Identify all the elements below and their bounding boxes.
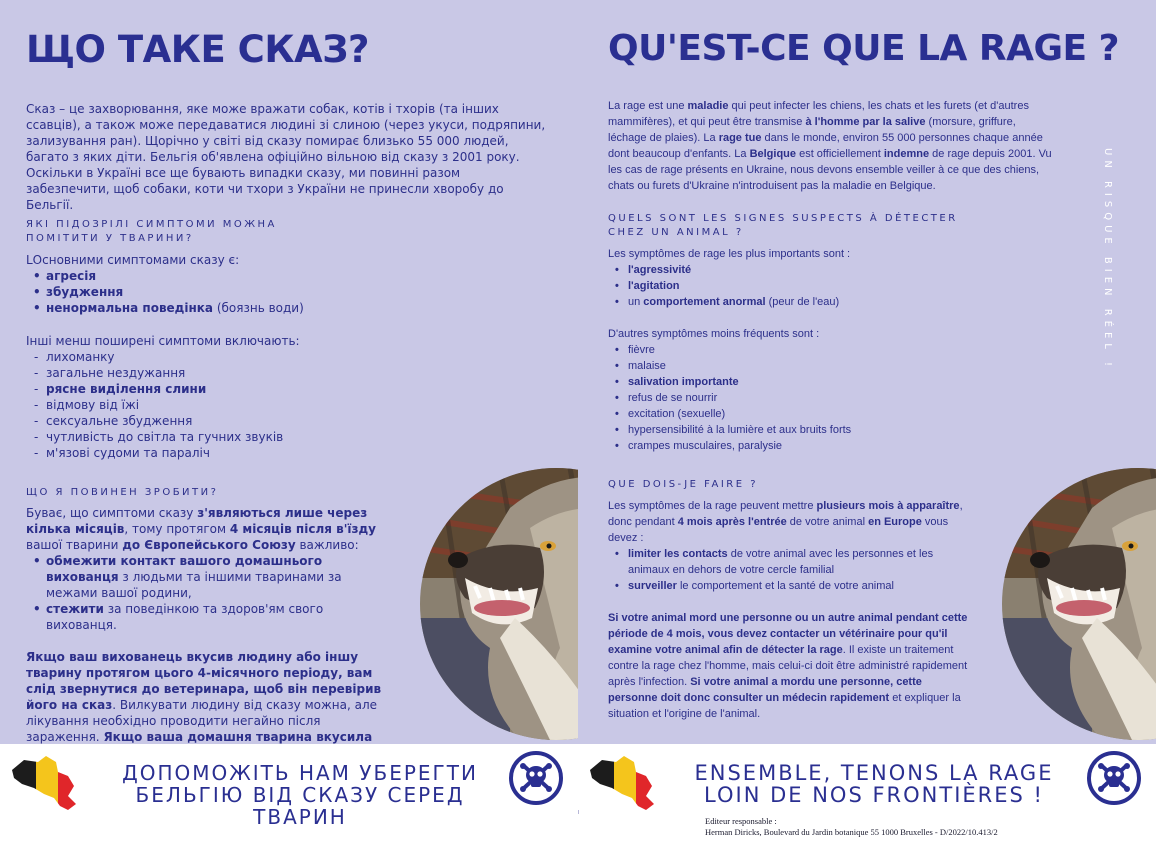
list-item: • l'agressivité — [628, 262, 1008, 278]
main-symptoms-block: Les symptômes de rage les plus importants sont : • l'agressivité • l'agitation • un comportement anormal (peur de l'eau) — [608, 246, 1008, 310]
footer-ukrainian — [0, 744, 578, 829]
belgium-flag-map-icon — [588, 754, 660, 810]
wolf-photo — [1002, 468, 1156, 740]
symptoms-heading: ЯКІ ПІДОЗРІЛІ СИМПТОМИ МОЖНА ПОМІТИТИ У ТВАРИНИ? — [26, 219, 277, 244]
other-symptoms-list — [608, 342, 1008, 454]
action-list — [26, 553, 382, 633]
bite-paragraph: Si votre animal mord une personne ou un autre animal pendant cette période de 4 mois, vous devez contacter un vétérinaire pour qu'il examine votre animal afin de détecter la rage. Il existe un traitement contre la rage chez l'homme, mais celui-ci doit être administré rapidement après l'infection. Si votre animal a mordu une personne, cette personne doit donc consulter un médecin rapidement et expliquer la situation et l'origine de l'animal. — [608, 612, 968, 720]
intro-paragraph: La rage est une maladie qui peut infecter les chiens, les chats et les furets (et d'autres mammifères), et qui peut être transmise à l'homme par la salive (morsure, griffure, léchage de plaies). La rage tue dans le monde, environ 55 000 personnes chaque année dont beaucoup d'enfants. La Belgique est officiellement indemne de rage depuis 2001. Vu les cas de rage présents en Ukraine, nous devons ensemble veiller à ce que des chiens, chats ou furets d'Ukraine n'introduisent pas la maladie en Belgique. — [608, 100, 1052, 192]
page-title: ЩО ТАКЕ СКАЗ? — [26, 28, 369, 71]
main-symptoms-block: LОсновними симптомами сказу є: • агресія • збудження • ненормальна поведінка (боязнь води) — [26, 252, 426, 316]
other-symptoms-list — [26, 349, 426, 461]
list-item: - чутливість до світла та гучних звуків — [46, 429, 426, 445]
skull-crossbones-icon — [508, 750, 564, 806]
list-item: • збудження — [46, 284, 426, 300]
intro-paragraph: Сказ – це захворювання, яке може вражати собак, котів і тхорів (та інших ссавців), а також може передаватися людині зі слиною (через укуси, подряпини, зализування ран). Щорічно у світі від сказу помирає близько 55 000 людей, багато з яких діти. Бельгія об'явлена офіційно вільною від сказу з 2001 року. Оскільки в Україні все ще бувають випадки сказу, ми повинні разом забезпечити, щоб собаки, коти чи тхори з України не принесли хворобу до Бельгії. — [26, 102, 546, 212]
belgium-flag-map-icon — [10, 754, 82, 810]
footer-slogan: ENSEMBLE, TENONS LA RAGE LOIN DE NOS FRONTIÈRES ! — [694, 761, 1054, 807]
list-item: - рясне виділення слини — [46, 381, 426, 397]
list-item: • excitation (sexuelle) — [628, 406, 1008, 422]
list-item: • refus de se nourrir — [628, 390, 1008, 406]
list-item: • salivation importante — [628, 374, 1008, 390]
list-item: • hypersensibilité à la lumière et aux bruits forts — [628, 422, 1008, 438]
action-heading: QUE DOIS-JE FAIRE ? — [608, 479, 759, 490]
publisher-info: Editeur responsable : Herman Diricks, Boulevard du Jardin botanique 55 1000 Bruxelles - D/2022/10.413/2 — [705, 816, 998, 837]
vertical-tagline: UN RISQUE BIEN RÉEL ! — [1102, 148, 1113, 372]
list-item: • ненормальна поведінка (боязнь води) — [46, 300, 426, 316]
list-item: - сексуальне збудження — [46, 413, 426, 429]
symptoms-heading: QUELS SONT LES SIGNES SUSPECTS À DÉTECTER CHEZ UN ANIMAL ? — [608, 213, 958, 238]
list-item: • crampes musculaires, paralysie — [628, 438, 1008, 454]
list-item: • l'agitation — [628, 278, 1008, 294]
list-item: • limiter les contacts de votre animal avec les personnes et les animaux en dehors de votre cercle familial — [628, 546, 973, 578]
main-symptoms-list — [608, 262, 1008, 310]
page-title: QU'EST-CE QUE LA RAGE ? — [608, 28, 1120, 69]
main-symptoms-list — [26, 268, 426, 316]
list-item: - лихоманку — [46, 349, 426, 365]
ukrainian-page — [0, 0, 578, 744]
action-heading: ЩО Я ПОВИНЕН ЗРОБИТИ? — [26, 487, 219, 498]
list-item: • un comportement anormal (peur de l'eau) — [628, 294, 1008, 310]
list-item: • обмежити контакт вашого домашнього вихованця з людьми та іншими тваринами за межами вашої родини, — [46, 553, 382, 601]
list-item: • surveiller le comportement et la santé de votre animal — [628, 578, 973, 594]
action-block: Les symptômes de la rage peuvent mettre plusieurs mois à apparaître, donc pendant 4 mois après l'entrée de votre animal en Europe vous devez : • limiter les contacts de votre animal avec les personnes et les animaux en dehors de votre cercle familial • surveiller le comportement et la santé de votre animal Si votre animal mord une personne ou un autre animal pendant cette période de 4 mois, vous devez contacter un vétérinaire pour qu'il examine votre animal afin de détecter la rage. Il existe un traitement contre la rage chez l'homme, mais celui-ci doit être administré rapidement après l'infection. Si votre animal a mordu une personne, cette personne doit donc consulter un médecin rapidement et expliquer la situation et l'origine de l'animal. — [608, 498, 973, 722]
list-item: - загальне нездужання — [46, 365, 426, 381]
wolf-photo — [420, 468, 578, 740]
skull-crossbones-icon — [1086, 750, 1142, 806]
bite-paragraph: Якщо ваш вихованець вкусив людину або іншу тварину протягом цього 4-місячного періоду, вам слід звернутися до ветеринара, щоб він перевірив його на сказ. Вилкувати людину від сказу можна, але лікування необхідно проводити негайно після зараження. Якщо ваша домашня тварина вкусила — [26, 650, 382, 744]
action-list — [608, 546, 973, 594]
other-symptoms-block: Інші менш поширені симптоми включають: - лихоманку - загальне нездужання - рясне виділення слини - відмову від їжі - сексуальне збудження - чутливість до світла та гучних звуків - м'язові судоми та параліч — [26, 333, 426, 461]
list-item: • fièvre — [628, 342, 1008, 358]
action-block: Буває, що симптоми сказу з'являються лише через кілька місяців, тому протягом 4 місяців після в'їзду вашої тварини до Європейського Союзу важливо: • обмежити контакт вашого домашнього вихованця з людьми та іншими тваринами за межами вашої родини, • стежити за поведінкою та здоров'ям свого вихованця. Якщо ваш вихованець вкусив людину або іншу тварину протягом цього 4-місячного періоду, вам слід звернутися до ветеринара, щоб він перевірив його на сказ. Вилкувати людину від сказу можна, але лікування необхідно проводити негайно після зараження. Якщо ваша домашня тварина вкусила — [26, 505, 382, 744]
list-item: • агресія — [46, 268, 426, 284]
list-item: • стежити за поведінкою та здоров'ям свого вихованця. — [46, 601, 382, 633]
list-item: • malaise — [628, 358, 1008, 374]
footer-slogan: ДОПОМОЖІТЬ НАМ УБЕРЕГТИ БЕЛЬГІЮ ВІД СКАЗУ СЕРЕД ТВАРИН — [122, 761, 478, 829]
list-item: - відмову від їжі — [46, 397, 426, 413]
footer-french — [578, 744, 1156, 810]
list-item: - м'язові судоми та параліч — [46, 445, 426, 461]
other-symptoms-block: D'autres symptômes moins fréquents sont : • fièvre • malaise • salivation importante • refus de se nourrir • excitation (sexuelle) • hypersensibilité à la lumière et aux bruits forts • crampes musculaires, paralysie — [608, 326, 1008, 454]
french-page — [578, 0, 1156, 744]
